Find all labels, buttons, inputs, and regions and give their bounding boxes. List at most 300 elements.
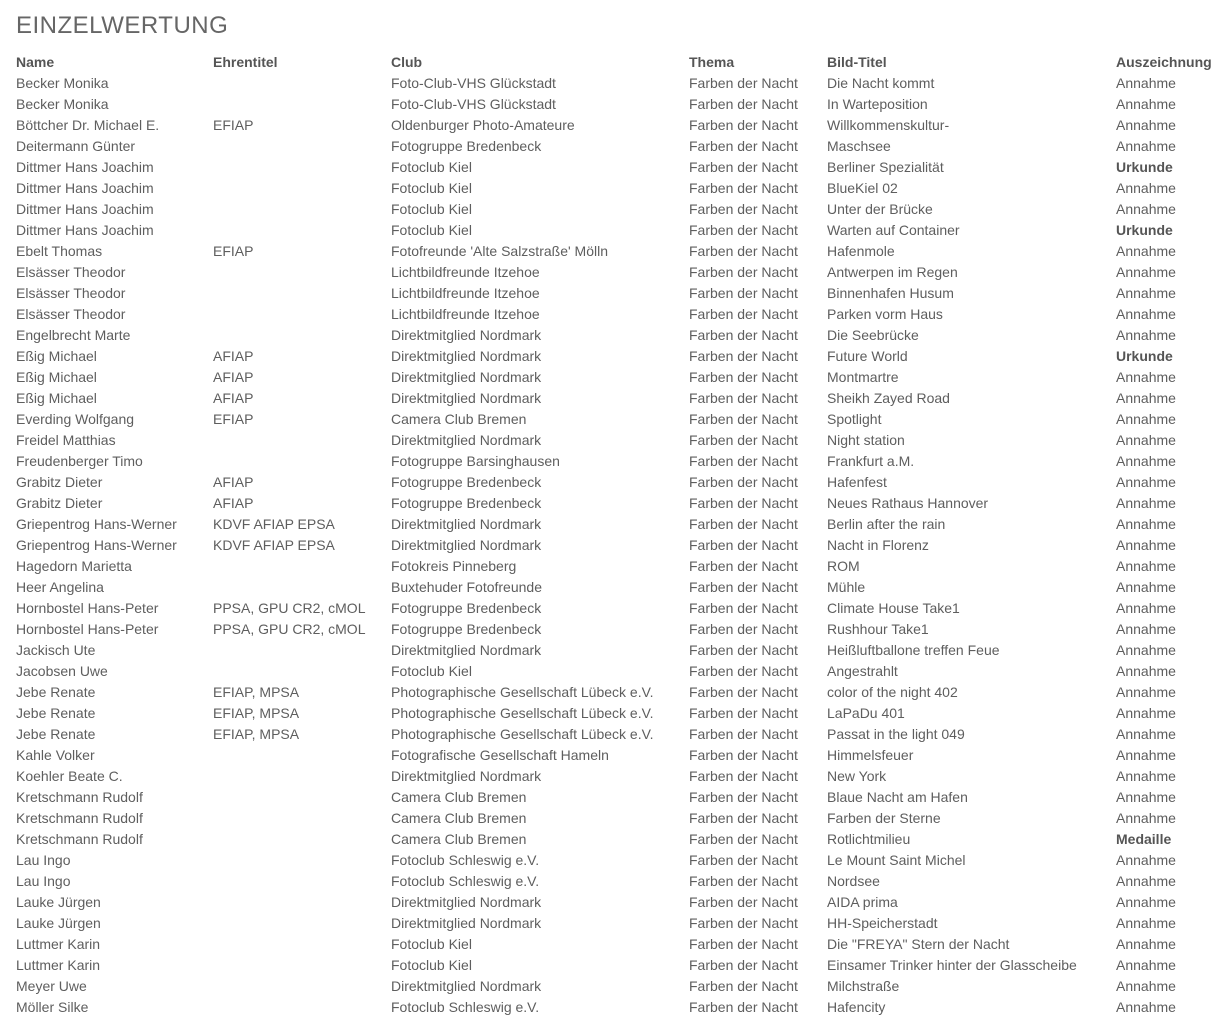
ehrentitel-cell [213,829,391,850]
club-cell: Camera Club Bremen [391,411,527,427]
table-row [16,262,1217,283]
name-cell: Eßig Michael [16,348,97,364]
table-row [16,640,1217,661]
table-row [16,703,1217,724]
table-row [16,619,1217,640]
club-cell: Camera Club Bremen [391,831,527,847]
ehrentitel-cell: AFIAP [213,390,254,406]
ehrentitel-cell [213,913,391,934]
thema-cell: Farben der Nacht [689,957,798,973]
table-row [16,787,1217,808]
bild-titel-cell: Spotlight [827,411,882,427]
name-cell: Jacobsen Uwe [16,663,108,679]
club-cell: Fotogruppe Bredenbeck [391,474,542,490]
thema-cell: Farben der Nacht [689,747,798,763]
club-cell: Lichtbildfreunde Itzehoe [391,306,540,322]
table-row [16,157,1217,178]
ehrentitel-cell [213,451,391,472]
ehrentitel-cell [213,976,391,997]
header-ehrentitel: Ehrentitel [213,54,278,70]
thema-cell: Farben der Nacht [689,285,798,301]
thema-cell: Farben der Nacht [689,516,798,532]
ehrentitel-cell [213,199,391,220]
bild-titel-cell: color of the night 402 [827,684,958,700]
thema-cell: Farben der Nacht [689,222,798,238]
name-cell: Becker Monika [16,75,109,91]
table-body [16,73,1217,1018]
club-cell: Fotoclub Kiel [391,180,472,196]
club-cell: Direktmitglied Nordmark [391,642,542,658]
header-auszeichnung: Auszeichnung [1116,54,1212,70]
club-cell: Direktmitglied Nordmark [391,327,542,343]
table-row [16,514,1217,535]
ehrentitel-cell: EFIAP [213,117,254,133]
auszeichnung-cell: Annahme [1116,894,1176,910]
club-cell: Fotofreunde 'Alte Salzstraße' Mölln [391,243,608,259]
ehrentitel-cell [213,661,391,682]
bild-titel-cell: Climate House Take1 [827,600,960,616]
name-cell: Lauke Jürgen [16,915,101,931]
thema-cell: Farben der Nacht [689,810,798,826]
bild-titel-cell: Montmartre [827,369,899,385]
ehrentitel-cell: EFIAP, MPSA [213,726,300,742]
thema-cell: Farben der Nacht [689,831,798,847]
bild-titel-cell: Maschsee [827,138,891,154]
club-cell: Direktmitglied Nordmark [391,537,542,553]
table-row [16,766,1217,787]
name-cell: Jackisch Ute [16,642,96,658]
bild-titel-cell: AIDA prima [827,894,898,910]
club-cell: Photographische Gesellschaft Lübeck e.V. [391,684,654,700]
table-row [16,283,1217,304]
thema-cell: Farben der Nacht [689,726,798,742]
table-row [16,724,1217,745]
auszeichnung-cell: Annahme [1116,411,1176,427]
bild-titel-cell: Angestrahlt [827,663,898,679]
ehrentitel-cell [213,997,391,1018]
thema-cell: Farben der Nacht [689,453,798,469]
name-cell: Luttmer Karin [16,936,101,952]
auszeichnung-cell: Urkunde [1116,348,1173,364]
bild-titel-cell: Die Seebrücke [827,327,919,343]
ehrentitel-cell [213,766,391,787]
table-row [16,115,1217,136]
auszeichnung-cell: Medaille [1116,831,1172,847]
auszeichnung-cell: Annahme [1116,768,1176,784]
club-cell: Direktmitglied Nordmark [391,915,542,931]
auszeichnung-cell: Annahme [1116,705,1176,721]
name-cell: Freidel Matthias [16,432,116,448]
bild-titel-cell: Binnenhafen Husum [827,285,954,301]
table-row [16,598,1217,619]
auszeichnung-cell: Annahme [1116,852,1176,868]
thema-cell: Farben der Nacht [689,495,798,511]
table-row [16,493,1217,514]
bild-titel-cell: Nordsee [827,873,880,889]
auszeichnung-cell: Annahme [1116,327,1176,343]
name-cell: Kretschmann Rudolf [16,810,143,826]
bild-titel-cell: Antwerpen im Regen [827,264,958,280]
club-cell: Direktmitglied Nordmark [391,516,542,532]
table-row [16,829,1217,850]
page-title: EINZELWERTUNG [16,12,229,39]
table-row [16,913,1217,934]
auszeichnung-cell: Annahme [1116,453,1176,469]
bild-titel-cell: Berlin after the rain [827,516,946,532]
table-row [16,325,1217,346]
auszeichnung-cell: Annahme [1116,306,1176,322]
club-cell: Oldenburger Photo-Amateure [391,117,575,133]
bild-titel-cell: Hafenfest [827,474,887,490]
table-row [16,997,1217,1018]
table-row [16,178,1217,199]
club-cell: Fotogruppe Bredenbeck [391,495,542,511]
header-name: Name [16,54,55,70]
ehrentitel-cell [213,850,391,871]
name-cell: Meyer Uwe [16,978,87,994]
table-header [16,52,1217,73]
club-cell: Fotoclub Kiel [391,957,472,973]
ehrentitel-cell: AFIAP [213,348,254,364]
thema-cell: Farben der Nacht [689,579,798,595]
thema-cell: Farben der Nacht [689,180,798,196]
header-bild-titel: Bild-Titel [827,54,887,70]
ehrentitel-cell [213,871,391,892]
table-row [16,136,1217,157]
ehrentitel-cell [213,556,391,577]
ehrentitel-cell [213,955,391,976]
thema-cell: Farben der Nacht [689,600,798,616]
table-row [16,661,1217,682]
name-cell: Eßig Michael [16,369,97,385]
auszeichnung-cell: Annahme [1116,432,1176,448]
bild-titel-cell: Einsamer Trinker hinter der Glasscheibe [827,957,1077,973]
auszeichnung-cell: Annahme [1116,558,1176,574]
auszeichnung-cell: Annahme [1116,621,1176,637]
bild-titel-cell: Die Nacht kommt [827,75,935,91]
bild-titel-cell: BlueKiel 02 [827,180,898,196]
ehrentitel-cell [213,808,391,829]
auszeichnung-cell: Annahme [1116,138,1176,154]
bild-titel-cell: Berliner Spezialität [827,159,944,175]
ehrentitel-cell [213,577,391,598]
club-cell: Fotogruppe Bredenbeck [391,138,542,154]
ehrentitel-cell: PPSA, GPU CR2, cMOL [213,621,366,637]
thema-cell: Farben der Nacht [689,768,798,784]
thema-cell: Farben der Nacht [689,411,798,427]
thema-cell: Farben der Nacht [689,873,798,889]
club-cell: Direktmitglied Nordmark [391,390,542,406]
bild-titel-cell: Mühle [827,579,866,595]
club-cell: Fotoclub Kiel [391,936,472,952]
club-cell: Fotografische Gesellschaft Hameln [391,747,609,763]
name-cell: Jebe Renate [16,684,96,700]
ehrentitel-cell [213,94,391,115]
name-cell: Kahle Volker [16,747,95,763]
auszeichnung-cell: Annahme [1116,978,1176,994]
ehrentitel-cell [213,892,391,913]
results-table [16,52,1217,1018]
ehrentitel-cell [213,283,391,304]
name-cell: Griepentrog Hans-Werner [16,537,177,553]
bild-titel-cell: Rushhour Take1 [827,621,929,637]
table-row [16,934,1217,955]
table-row [16,976,1217,997]
table-row [16,808,1217,829]
table-row [16,955,1217,976]
club-cell: Direktmitglied Nordmark [391,348,542,364]
auszeichnung-cell: Urkunde [1116,222,1173,238]
thema-cell: Farben der Nacht [689,243,798,259]
thema-cell: Farben der Nacht [689,663,798,679]
ehrentitel-cell [213,304,391,325]
thema-cell: Farben der Nacht [689,306,798,322]
bild-titel-cell: In Warteposition [827,96,928,112]
ehrentitel-cell [213,787,391,808]
bild-titel-cell: Le Mount Saint Michel [827,852,966,868]
auszeichnung-cell: Annahme [1116,789,1176,805]
name-cell: Heer Angelina [16,579,104,595]
name-cell: Lau Ingo [16,852,71,868]
auszeichnung-cell: Annahme [1116,537,1176,553]
bild-titel-cell: Die "FREYA" Stern der Nacht [827,936,1010,952]
auszeichnung-cell: Annahme [1116,117,1176,133]
auszeichnung-cell: Urkunde [1116,159,1173,175]
bild-titel-cell: ROM [827,558,860,574]
bild-titel-cell: Hafenmole [827,243,895,259]
table-row [16,472,1217,493]
name-cell: Lauke Jürgen [16,894,101,910]
bild-titel-cell: Willkommenskultur- [827,117,950,133]
auszeichnung-cell: Annahme [1116,369,1176,385]
club-cell: Camera Club Bremen [391,789,527,805]
table-row [16,745,1217,766]
ehrentitel-cell [213,220,391,241]
thema-cell: Farben der Nacht [689,138,798,154]
auszeichnung-cell: Annahme [1116,495,1176,511]
name-cell: Hornbostel Hans-Peter [16,621,159,637]
bild-titel-cell: Farben der Sterne [827,810,941,826]
club-cell: Fotokreis Pinneberg [391,558,517,574]
bild-titel-cell: Milchstraße [827,978,900,994]
club-cell: Foto-Club-VHS Glückstadt [391,96,556,112]
club-cell: Fotoclub Kiel [391,201,472,217]
bild-titel-cell: Sheikh Zayed Road [827,390,950,406]
thema-cell: Farben der Nacht [689,936,798,952]
auszeichnung-cell: Annahme [1116,180,1176,196]
club-cell: Lichtbildfreunde Itzehoe [391,285,540,301]
name-cell: Jebe Renate [16,705,96,721]
club-cell: Direktmitglied Nordmark [391,768,542,784]
table-row [16,409,1217,430]
table-row [16,388,1217,409]
ehrentitel-cell: AFIAP [213,369,254,385]
auszeichnung-cell: Annahme [1116,75,1176,91]
name-cell: Grabitz Dieter [16,495,103,511]
bild-titel-cell: Hafencity [827,999,886,1015]
thema-cell: Farben der Nacht [689,978,798,994]
ehrentitel-cell [213,430,391,451]
bild-titel-cell: Rotlichtmilieu [827,831,911,847]
bild-titel-cell: Heißluftballone treffen Feue [827,642,1000,658]
auszeichnung-cell: Annahme [1116,747,1176,763]
header-row [16,52,1217,73]
table-row [16,577,1217,598]
auszeichnung-cell: Annahme [1116,285,1176,301]
table-row [16,430,1217,451]
ehrentitel-cell [213,157,391,178]
table-row [16,535,1217,556]
table-row [16,367,1217,388]
thema-cell: Farben der Nacht [689,390,798,406]
table-row [16,451,1217,472]
club-cell: Buxtehuder Fotofreunde [391,579,542,595]
thema-cell: Farben der Nacht [689,894,798,910]
thema-cell: Farben der Nacht [689,348,798,364]
thema-cell: Farben der Nacht [689,705,798,721]
auszeichnung-cell: Annahme [1116,726,1176,742]
name-cell: Ebelt Thomas [16,243,103,259]
thema-cell: Farben der Nacht [689,96,798,112]
bild-titel-cell: Night station [827,432,905,448]
ehrentitel-cell: AFIAP [213,474,254,490]
name-cell: Möller Silke [16,999,89,1015]
ehrentitel-cell [213,262,391,283]
club-cell: Direktmitglied Nordmark [391,978,542,994]
table-row [16,73,1217,94]
ehrentitel-cell: EFIAP [213,243,254,259]
name-cell: Grabitz Dieter [16,474,103,490]
auszeichnung-cell: Annahme [1116,264,1176,280]
name-cell: Jebe Renate [16,726,96,742]
bild-titel-cell: Frankfurt a.M. [827,453,915,469]
ehrentitel-cell [213,640,391,661]
header-club: Club [391,54,423,70]
header-thema: Thema [689,54,735,70]
club-cell: Photographische Gesellschaft Lübeck e.V. [391,705,654,721]
name-cell: Luttmer Karin [16,957,101,973]
bild-titel-cell: LaPaDu 401 [827,705,905,721]
ehrentitel-cell: EFIAP, MPSA [213,705,300,721]
club-cell: Fotoclub Kiel [391,222,472,238]
bild-titel-cell: New York [827,768,887,784]
club-cell: Camera Club Bremen [391,810,527,826]
bild-titel-cell: Future World [827,348,908,364]
thema-cell: Farben der Nacht [689,621,798,637]
name-cell: Everding Wolfgang [16,411,135,427]
auszeichnung-cell: Annahme [1116,642,1176,658]
table-row [16,220,1217,241]
auszeichnung-cell: Annahme [1116,663,1176,679]
auszeichnung-cell: Annahme [1116,684,1176,700]
name-cell: Elsässer Theodor [16,306,126,322]
club-cell: Fotogruppe Barsinghausen [391,453,560,469]
auszeichnung-cell: Annahme [1116,243,1176,259]
auszeichnung-cell: Annahme [1116,915,1176,931]
thema-cell: Farben der Nacht [689,369,798,385]
thema-cell: Farben der Nacht [689,75,798,91]
bild-titel-cell: Nacht in Florenz [827,537,929,553]
club-cell: Fotoclub Kiel [391,159,472,175]
club-cell: Direktmitglied Nordmark [391,894,542,910]
name-cell: Lau Ingo [16,873,71,889]
table-row [16,304,1217,325]
name-cell: Kretschmann Rudolf [16,831,143,847]
name-cell: Becker Monika [16,96,109,112]
auszeichnung-cell: Annahme [1116,201,1176,217]
bild-titel-cell: Himmelsfeuer [827,747,914,763]
thema-cell: Farben der Nacht [689,432,798,448]
bild-titel-cell: Passat in the light 049 [827,726,965,742]
club-cell: Fotogruppe Bredenbeck [391,621,542,637]
club-cell: Fotogruppe Bredenbeck [391,600,542,616]
bild-titel-cell: Parken vorm Haus [827,306,943,322]
name-cell: Hornbostel Hans-Peter [16,600,159,616]
thema-cell: Farben der Nacht [689,915,798,931]
name-cell: Kretschmann Rudolf [16,789,143,805]
club-cell: Foto-Club-VHS Glückstadt [391,75,556,91]
table-row [16,556,1217,577]
name-cell: Elsässer Theodor [16,264,126,280]
ehrentitel-cell [213,325,391,346]
thema-cell: Farben der Nacht [689,474,798,490]
table-row [16,241,1217,262]
thema-cell: Farben der Nacht [689,117,798,133]
name-cell: Freudenberger Timo [16,453,143,469]
table-row [16,871,1217,892]
thema-cell: Farben der Nacht [689,558,798,574]
ehrentitel-cell: AFIAP [213,495,254,511]
table-row [16,94,1217,115]
name-cell: Engelbrecht Marte [16,327,131,343]
thema-cell: Farben der Nacht [689,684,798,700]
name-cell: Deitermann Günter [16,138,136,154]
club-cell: Fotoclub Schleswig e.V. [391,873,540,889]
auszeichnung-cell: Annahme [1116,96,1176,112]
auszeichnung-cell: Annahme [1116,999,1176,1015]
auszeichnung-cell: Annahme [1116,390,1176,406]
ehrentitel-cell: EFIAP, MPSA [213,684,300,700]
ehrentitel-cell: KDVF AFIAP EPSA [213,516,335,532]
name-cell: Dittmer Hans Joachim [16,201,154,217]
thema-cell: Farben der Nacht [689,789,798,805]
ehrentitel-cell: PPSA, GPU CR2, cMOL [213,600,366,616]
thema-cell: Farben der Nacht [689,264,798,280]
auszeichnung-cell: Annahme [1116,957,1176,973]
auszeichnung-cell: Annahme [1116,516,1176,532]
auszeichnung-cell: Annahme [1116,810,1176,826]
auszeichnung-cell: Annahme [1116,474,1176,490]
club-cell: Direktmitglied Nordmark [391,369,542,385]
club-cell: Lichtbildfreunde Itzehoe [391,264,540,280]
auszeichnung-cell: Annahme [1116,600,1176,616]
bild-titel-cell: Neues Rathaus Hannover [827,495,989,511]
ehrentitel-cell [213,178,391,199]
ehrentitel-cell [213,73,391,94]
ehrentitel-cell [213,136,391,157]
club-cell: Direktmitglied Nordmark [391,432,542,448]
club-cell: Fotoclub Kiel [391,663,472,679]
bild-titel-cell: Unter der Brücke [827,201,933,217]
auszeichnung-cell: Annahme [1116,873,1176,889]
ehrentitel-cell [213,934,391,955]
name-cell: Dittmer Hans Joachim [16,180,154,196]
club-cell: Fotoclub Schleswig e.V. [391,999,540,1015]
thema-cell: Farben der Nacht [689,642,798,658]
thema-cell: Farben der Nacht [689,852,798,868]
table-row [16,682,1217,703]
name-cell: Dittmer Hans Joachim [16,222,154,238]
